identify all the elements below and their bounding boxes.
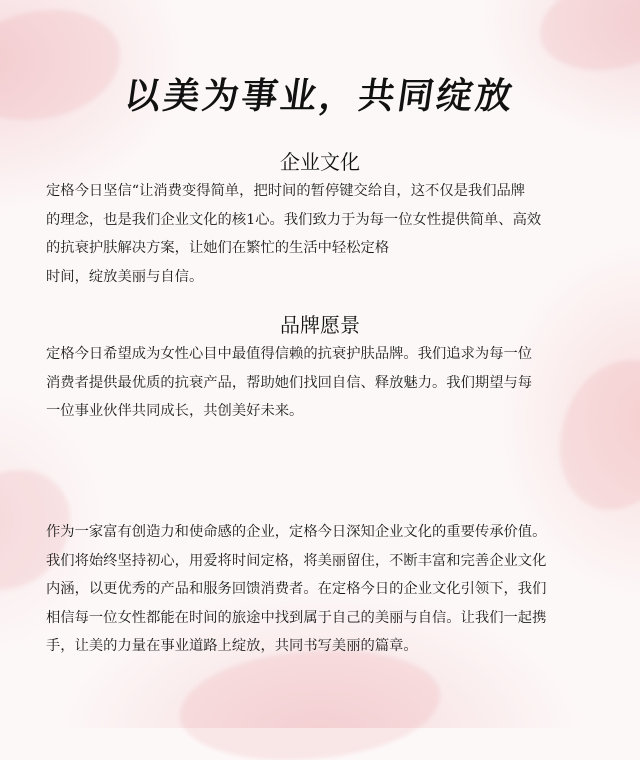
closing-line: 我们将始终坚持初心，用爱将时间定格，将美丽留住，不断丰富和完善企业文化 (46, 552, 547, 569)
vision-line: 消费者提供最优质的抗衰产品，帮助她们找回自信、释放魅力。我们期望与每 (46, 374, 533, 391)
culture-line: 的理念，也是我们企业文化的核1心。我们致力于为每一位女性提供简单、高效 (46, 211, 542, 228)
vision-paragraph (46, 340, 602, 426)
culture-paragraph (46, 177, 602, 291)
closing-paragraph (46, 518, 602, 661)
vision-line: 定格今日希望成为女性心目中最值得信赖的抗衰护肤品牌。我们追求为每一位 (46, 346, 533, 362)
culture-line: 时间，绽放美丽与自信。 (46, 268, 204, 285)
closing-line: 作为一家富有创造力和使命感的企业，定格今日深知企业文化的重要传承价值。 (46, 524, 547, 540)
culture-line: 定格今日坚信“让消费变得简单，把时间的暂停键交给自，这不仅是我们品牌 (46, 183, 526, 199)
vision-line: 一位事业伙伴共同成长，共创美好未来。 (46, 403, 304, 419)
vision-heading: 品牌愿景 (280, 313, 360, 337)
closing-line: 内涵，以更优秀的产品和服务回馈消费者。在定格今日的企业文化引领下，我们 (46, 581, 547, 597)
culture-line: 的抗衰护肤解决方案，让她们在繁忙的生活中轻松定格 (46, 240, 390, 256)
closing-line: 手，让美的力量在事业道路上绽放，共同书写美丽的篇章。 (46, 638, 418, 654)
culture-heading: 企业文化 (280, 150, 360, 174)
page-title: 以美为事业，共同绽放 (121, 76, 518, 117)
closing-line: 相信每一位女性都能在时间的旅途中找到属于自己的美丽与自信。让我们一起携 (46, 609, 547, 626)
